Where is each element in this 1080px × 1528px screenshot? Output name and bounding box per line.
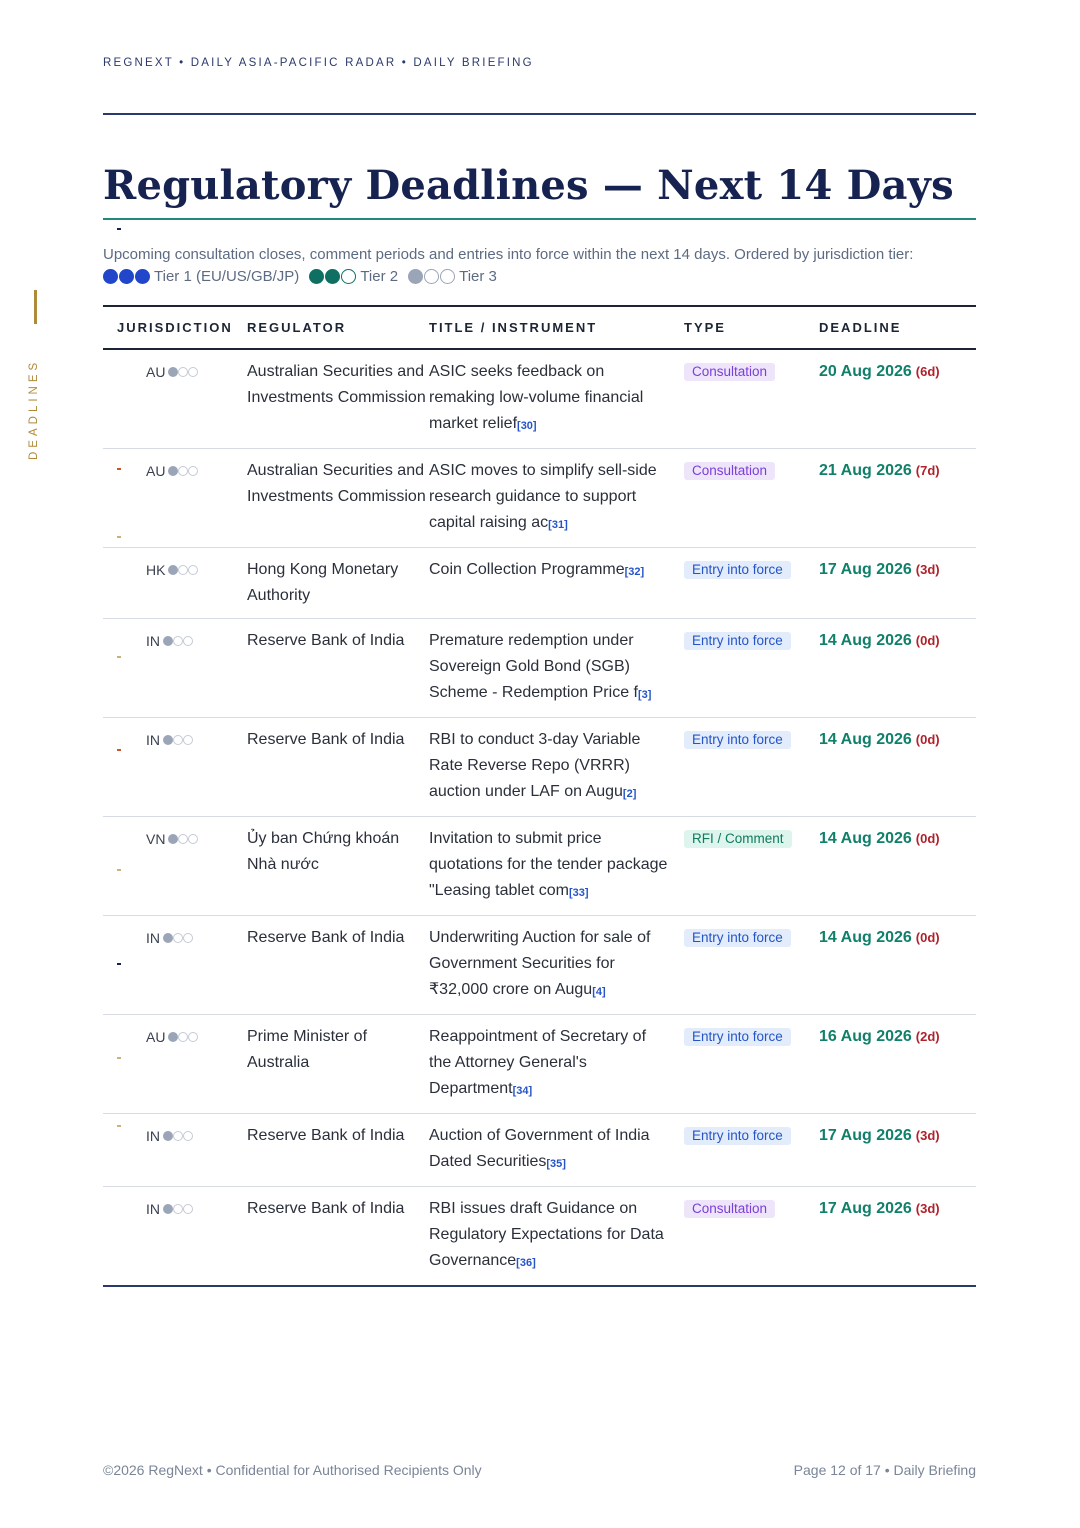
citation-link[interactable]: [2]: [622, 788, 637, 800]
deadline-date: 14 Aug 2026: [819, 929, 912, 946]
instrument-title: RBI to conduct 3-day Variable Rate Reverse Repo (VRRR) auction under LAF on Augu: [429, 731, 641, 800]
column-header-type: TYPE: [684, 306, 819, 349]
table-header-row: [103, 306, 976, 349]
citation-link[interactable]: [32]: [624, 566, 645, 578]
column-header-jurisdiction: JURISDICTION: [103, 306, 247, 349]
type-badge: Entry into force: [684, 561, 791, 579]
citation-link[interactable]: [31]: [548, 519, 568, 531]
column-header-deadline: DEADLINE: [819, 306, 976, 349]
tier-dot-icon: [183, 636, 193, 646]
jurisdiction-code: IN: [146, 930, 160, 946]
days-remaining: (3d): [915, 562, 940, 577]
table-row: [103, 449, 976, 548]
deadline-cell: [819, 817, 976, 916]
deadline-date: 14 Aug 2026: [819, 830, 912, 847]
tier-dot-icon: [135, 269, 150, 284]
tier-indicator: [163, 1204, 193, 1214]
deadline-cell: [819, 548, 976, 619]
regulator-cell: [247, 916, 429, 1015]
decorative-tick: [117, 228, 121, 230]
jurisdiction: [146, 1123, 193, 1149]
decorative-tick: [117, 656, 121, 658]
tier-legend-item: [103, 268, 299, 285]
instrument-title: ASIC moves to simplify sell-side research guidance to support capital raising ac: [429, 462, 657, 531]
decorative-tick: [117, 869, 121, 871]
title-cell: [429, 718, 684, 817]
citation-link[interactable]: [36]: [516, 1257, 536, 1269]
jurisdiction-code: IN: [146, 1201, 160, 1217]
tier-dot-icon: [168, 565, 178, 575]
regulator-name: Prime Minister of Australia: [247, 1028, 368, 1071]
table-row: [103, 1187, 976, 1287]
section-marker: [34, 290, 37, 324]
tier-dot-icon: [188, 1032, 198, 1042]
tier-dot-icon: [178, 834, 188, 844]
tier-dot-icon: [178, 367, 188, 377]
title-cell: [429, 916, 684, 1015]
tier-dot-icon: [188, 367, 198, 377]
table-row: [103, 718, 976, 817]
tier-dot-icon: [178, 565, 188, 575]
type-cell: [684, 349, 819, 449]
jurisdiction: [146, 628, 193, 654]
deadlines-table: [103, 305, 976, 1287]
jurisdiction-cell: [103, 718, 247, 817]
days-remaining: (6d): [915, 364, 940, 379]
column-header-title: TITLE / INSTRUMENT: [429, 306, 684, 349]
deadline-cell: [819, 916, 976, 1015]
tier-dot-icon: [183, 1131, 193, 1141]
tier-dot-icon: [440, 269, 455, 284]
type-cell: [684, 718, 819, 817]
instrument-title: Premature redemption under Sovereign Gold Bond (SGB) Scheme - Redemption Price f: [429, 632, 638, 701]
citation-link[interactable]: [3]: [637, 689, 652, 701]
instrument-title: Invitation to submit price quotations for the tender package "Leasing tablet com: [429, 830, 668, 899]
tier-dot-icon: [173, 1204, 183, 1214]
regulator-cell: [247, 1015, 429, 1114]
tier-indicator: [168, 367, 198, 377]
running-head: REGNEXT • DAILY ASIA-PACIFIC RADAR • DAILY BRIEFING: [103, 57, 534, 69]
jurisdiction-cell: [103, 449, 247, 548]
deadline-date: 17 Aug 2026: [819, 1200, 912, 1217]
jurisdiction-cell: [103, 548, 247, 619]
tier-dot-icon: [178, 466, 188, 476]
table-row: [103, 349, 976, 449]
title-cell: [429, 1015, 684, 1114]
days-remaining: (7d): [915, 463, 940, 478]
jurisdiction-code: AU: [146, 463, 166, 479]
type-cell: [684, 548, 819, 619]
tier-indicator: [168, 1032, 198, 1042]
deadline-date: 16 Aug 2026: [819, 1028, 912, 1045]
regulator-cell: [247, 449, 429, 548]
jurisdiction-cell: [103, 817, 247, 916]
jurisdiction-code: IN: [146, 1128, 160, 1144]
deadline-cell: [819, 619, 976, 718]
decorative-tick: [117, 963, 121, 965]
column-header-regulator: REGULATOR: [247, 306, 429, 349]
instrument-title: Auction of Government of India Dated Securities: [429, 1127, 650, 1170]
regulator-cell: [247, 1114, 429, 1187]
deadline-cell: [819, 349, 976, 449]
tier-dot-icon: [163, 636, 173, 646]
deadline-cell: [819, 1187, 976, 1287]
jurisdiction: [146, 826, 198, 852]
tier-dot-icon: [188, 834, 198, 844]
regulator-name: Reserve Bank of India: [247, 731, 405, 748]
jurisdiction: [146, 1196, 193, 1222]
days-remaining: (0d): [915, 633, 940, 648]
tier-legend-label: Tier 1 (EU/US/GB/JP): [154, 268, 300, 285]
tier-legend: [103, 268, 507, 285]
decorative-tick: [117, 1057, 121, 1059]
table-row: [103, 619, 976, 718]
tier-indicator: [168, 466, 198, 476]
type-cell: [684, 916, 819, 1015]
regulator-name: Australian Securities and Investments Commission: [247, 462, 426, 505]
type-badge: Consultation: [684, 462, 775, 480]
tier-indicator: [163, 735, 193, 745]
table-row: [103, 817, 976, 916]
tier-dot-icon: [188, 565, 198, 575]
tier-legend-item: [309, 268, 398, 285]
decorative-tick: [117, 468, 121, 470]
tier-dot-icon: [408, 269, 423, 284]
tier-indicator: [163, 933, 193, 943]
decorative-tick: [117, 536, 121, 538]
tier-dot-icon: [183, 933, 193, 943]
regulator-cell: [247, 548, 429, 619]
type-badge: RFI / Comment: [684, 830, 792, 848]
type-cell: [684, 817, 819, 916]
tier-dot-icon: [168, 466, 178, 476]
table-row: [103, 1114, 976, 1187]
jurisdiction-cell: [103, 916, 247, 1015]
regulator-name: Hong Kong Monetary Authority: [247, 561, 399, 604]
regulator-cell: [247, 718, 429, 817]
type-cell: [684, 1114, 819, 1187]
jurisdiction-code: HK: [146, 562, 166, 578]
tier-dot-icon: [103, 269, 118, 284]
type-badge: Entry into force: [684, 1028, 791, 1046]
days-remaining: (0d): [915, 930, 940, 945]
tier-indicator: [163, 636, 193, 646]
tier-dot-icon: [173, 636, 183, 646]
jurisdiction: [146, 557, 198, 583]
header-rule: [103, 113, 976, 115]
regulator-cell: [247, 349, 429, 449]
jurisdiction: [146, 458, 198, 484]
title-cell: [429, 619, 684, 718]
citation-link[interactable]: [30]: [517, 420, 537, 432]
footer-copyright: ©2026 RegNext • Confidential for Authorised Recipients Only: [103, 1462, 482, 1478]
type-badge: Consultation: [684, 363, 775, 381]
regulator-cell: [247, 1187, 429, 1287]
table-row: [103, 548, 976, 619]
deadline-date: 17 Aug 2026: [819, 561, 912, 578]
tier-dot-icon: [163, 933, 173, 943]
citation-link[interactable]: [34]: [512, 1085, 533, 1097]
jurisdiction-code: IN: [146, 633, 160, 649]
page-subtitle: Upcoming consultation closes, comment periods and entries into force within the next 14 days. Ordered by jurisdiction tier:: [103, 246, 914, 263]
tier-legend-item: [408, 268, 497, 285]
type-badge: Entry into force: [684, 731, 791, 749]
tier-dot-icon: [183, 735, 193, 745]
jurisdiction-cell: [103, 1015, 247, 1114]
tier-dot-icon: [178, 1032, 188, 1042]
tier-dot-icon: [183, 1204, 193, 1214]
jurisdiction-code: AU: [146, 1029, 166, 1045]
type-cell: [684, 1015, 819, 1114]
tier-dot-icon: [119, 269, 134, 284]
regulator-cell: [247, 817, 429, 916]
deadline-date: 21 Aug 2026: [819, 462, 912, 479]
deadline-cell: [819, 1015, 976, 1114]
tier-dot-icon: [173, 735, 183, 745]
days-remaining: (2d): [915, 1029, 940, 1044]
deadline-cell: [819, 449, 976, 548]
type-cell: [684, 449, 819, 548]
days-remaining: (0d): [915, 831, 940, 846]
decorative-tick: [117, 749, 121, 751]
instrument-title: Coin Collection Programme: [429, 561, 625, 578]
tier-dot-icon: [173, 933, 183, 943]
title-cell: [429, 449, 684, 548]
jurisdiction-cell: [103, 1114, 247, 1187]
jurisdiction-cell: [103, 619, 247, 718]
page-title: Regulatory Deadlines — Next 14 Days: [103, 162, 954, 209]
deadline-cell: [819, 1114, 976, 1187]
table-row: [103, 916, 976, 1015]
tier-indicator: [168, 834, 198, 844]
section-side-label: DEADLINES: [28, 358, 40, 460]
tier-dot-icon: [163, 1131, 173, 1141]
jurisdiction: [146, 1024, 198, 1050]
deadline-date: 14 Aug 2026: [819, 731, 912, 748]
type-badge: Consultation: [684, 1200, 775, 1218]
tier-dot-icon: [168, 1032, 178, 1042]
jurisdiction: [146, 359, 198, 385]
title-rule: [103, 218, 976, 220]
tier-legend-label: Tier 2: [360, 268, 399, 285]
tier-indicator: [163, 1131, 193, 1141]
tier-legend-label: Tier 3: [459, 268, 497, 285]
decorative-tick: [117, 1125, 121, 1127]
regulator-cell: [247, 619, 429, 718]
tier-dot-icon: [173, 1131, 183, 1141]
citation-link[interactable]: [33]: [568, 887, 589, 899]
tier-dot-icon: [341, 269, 356, 284]
deadline-date: 17 Aug 2026: [819, 1127, 912, 1144]
deadline-date: 14 Aug 2026: [819, 632, 912, 649]
jurisdiction-cell: [103, 349, 247, 449]
deadline-date: 20 Aug 2026: [819, 363, 912, 380]
tier-dot-icon: [424, 269, 439, 284]
regulator-name: Reserve Bank of India: [247, 1127, 405, 1144]
instrument-title: RBI issues draft Guidance on Regulatory Expectations for Data Governance: [429, 1200, 664, 1269]
tier-indicator: [168, 565, 198, 575]
type-cell: [684, 1187, 819, 1287]
jurisdiction-code: AU: [146, 364, 166, 380]
title-cell: [429, 1187, 684, 1287]
type-badge: Entry into force: [684, 632, 791, 650]
days-remaining: (3d): [915, 1128, 940, 1143]
tier-dot-icon: [168, 834, 178, 844]
tier-dot-icon: [168, 367, 178, 377]
table-row: [103, 1015, 976, 1114]
regulator-name: Reserve Bank of India: [247, 929, 405, 946]
jurisdiction-code: IN: [146, 732, 160, 748]
title-cell: [429, 349, 684, 449]
title-cell: [429, 817, 684, 916]
title-cell: [429, 1114, 684, 1187]
decorative-tick: [117, 348, 121, 350]
type-cell: [684, 619, 819, 718]
jurisdiction: [146, 727, 193, 753]
type-badge: Entry into force: [684, 929, 791, 947]
tier-dot-icon: [309, 269, 324, 284]
tier-dot-icon: [163, 1204, 173, 1214]
regulator-name: Reserve Bank of India: [247, 632, 405, 649]
regulator-name: Ủy ban Chứng khoán Nhà nước: [247, 830, 400, 873]
type-badge: Entry into force: [684, 1127, 791, 1145]
tier-dot-icon: [188, 466, 198, 476]
regulator-name: Australian Securities and Investments Commission: [247, 363, 426, 406]
title-cell: [429, 548, 684, 619]
citation-link[interactable]: [4]: [592, 986, 606, 998]
tier-dot-icon: [325, 269, 340, 284]
jurisdiction-cell: [103, 1187, 247, 1287]
instrument-title: Reappointment of Secretary of the Attorney General's Department: [429, 1028, 647, 1097]
citation-link[interactable]: [35]: [546, 1158, 566, 1170]
deadline-cell: [819, 718, 976, 817]
days-remaining: (3d): [915, 1201, 940, 1216]
regulator-name: Reserve Bank of India: [247, 1200, 405, 1217]
instrument-title: ASIC seeks feedback on remaking low-volume financial market relief: [429, 363, 644, 432]
days-remaining: (0d): [915, 732, 940, 747]
tier-dot-icon: [163, 735, 173, 745]
jurisdiction: [146, 925, 193, 951]
instrument-title: Underwriting Auction for sale of Government Securities for ₹32,000 crore on Augu: [429, 929, 651, 998]
footer-page-number: Page 12 of 17 • Daily Briefing: [793, 1462, 976, 1478]
jurisdiction-code: VN: [146, 831, 166, 847]
